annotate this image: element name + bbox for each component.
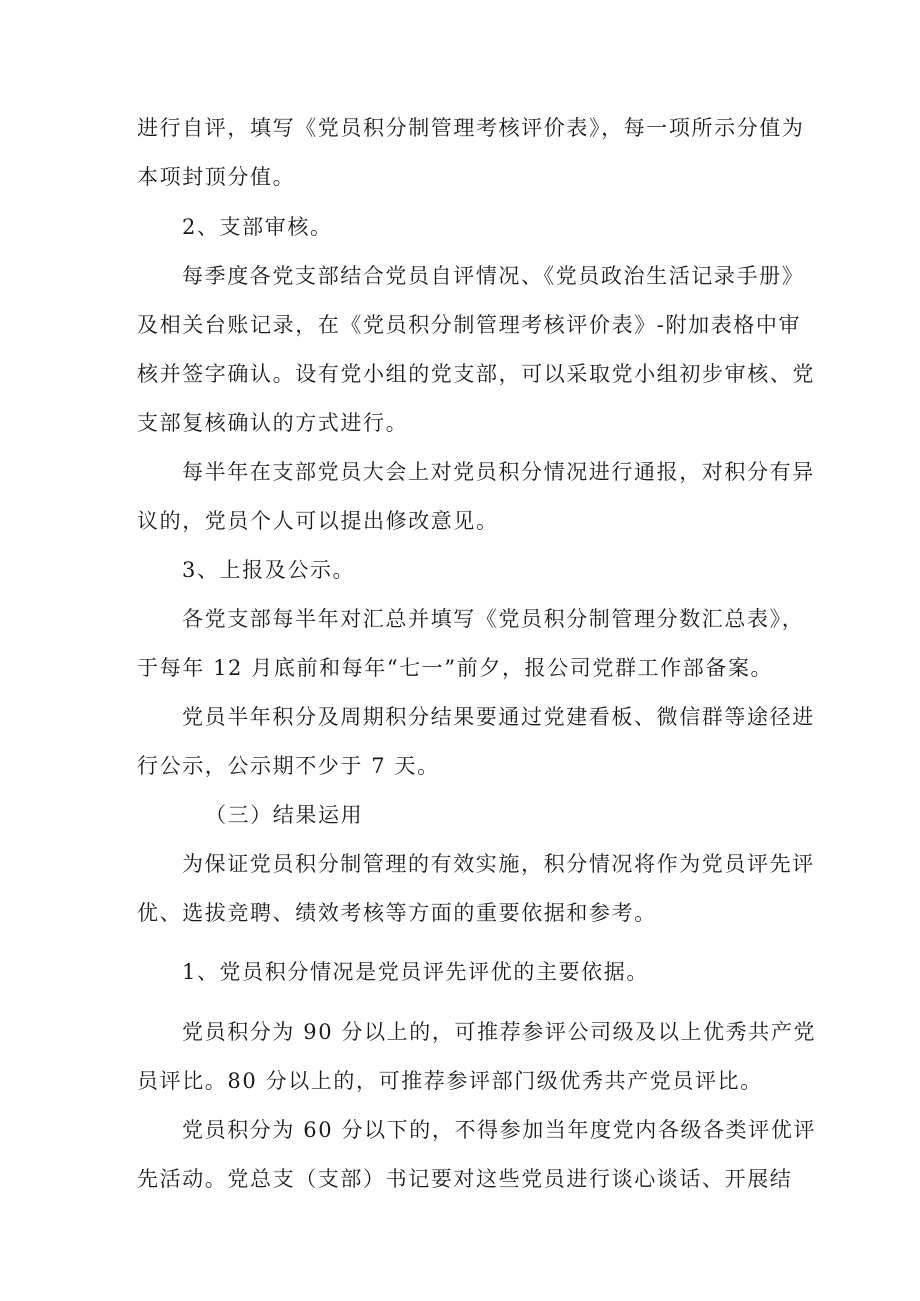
paragraph-line: 及相关台账记录，在《党员积分制管理考核评价表》-附加表格中审: [137, 313, 802, 337]
paragraph-line: 每半年在支部党员大会上对党员积分情况进行通报，对积分有异: [182, 460, 815, 484]
section-heading: 2、支部审核。: [182, 215, 333, 239]
paragraph-line: 为保证党员积分制管理的有效实施，积分情况将作为党员评先评: [182, 852, 815, 876]
paragraph-line: 党员积分为 90 分以上的，可推荐参评公司级及以上优秀共产党: [182, 1020, 817, 1044]
paragraph-line: 党员积分为 60 分以下的，不得参加当年度党内各级各类评优评: [182, 1118, 817, 1142]
paragraph-line: 进行自评，填写《党员积分制管理考核评价表》，每一项所示分值为: [137, 116, 805, 140]
paragraph-line: 于每年 12 月底前和每年“七一”前夕，报公司党群工作部备案。: [137, 656, 774, 680]
paragraph-line: 核并签字确认。设有党小组的党支部，可以采取党小组初步审核、党: [137, 362, 815, 386]
paragraph-line: 支部复核确认的方式进行。: [137, 411, 409, 435]
section-heading: 3、上报及公示。: [182, 558, 356, 582]
section-heading: 1、党员积分情况是党员评先评优的主要依据。: [182, 960, 649, 984]
paragraph-line: 优、选拔竞聘、绩效考核等方面的重要依据和参考。: [137, 901, 657, 925]
paragraph-line: 党员半年积分及周期积分结果要通过党建看板、微信群等途径进: [182, 705, 815, 729]
paragraph-line: 行公示，公示期不少于 7 天。: [137, 754, 440, 778]
paragraph-line: 各党支部每半年对汇总并填写《党员积分制管理分数汇总表》，: [182, 607, 805, 631]
paragraph-line: 本项封顶分值。: [137, 165, 296, 189]
paragraph-line: 每季度各党支部结合党员自评情况、《党员政治生活记录手册》: [182, 264, 805, 288]
paragraph-line: 先活动。党总支（支部）书记要对这些党员进行谈心谈话、开展结: [137, 1167, 793, 1191]
paragraph-line: 员评比。80 分以上的，可推荐参评部门级优秀共产党员评比。: [137, 1069, 763, 1093]
section-heading: （三）结果运用: [205, 803, 364, 827]
paragraph-line: 议的，党员个人可以提出修改意见。: [137, 509, 499, 533]
